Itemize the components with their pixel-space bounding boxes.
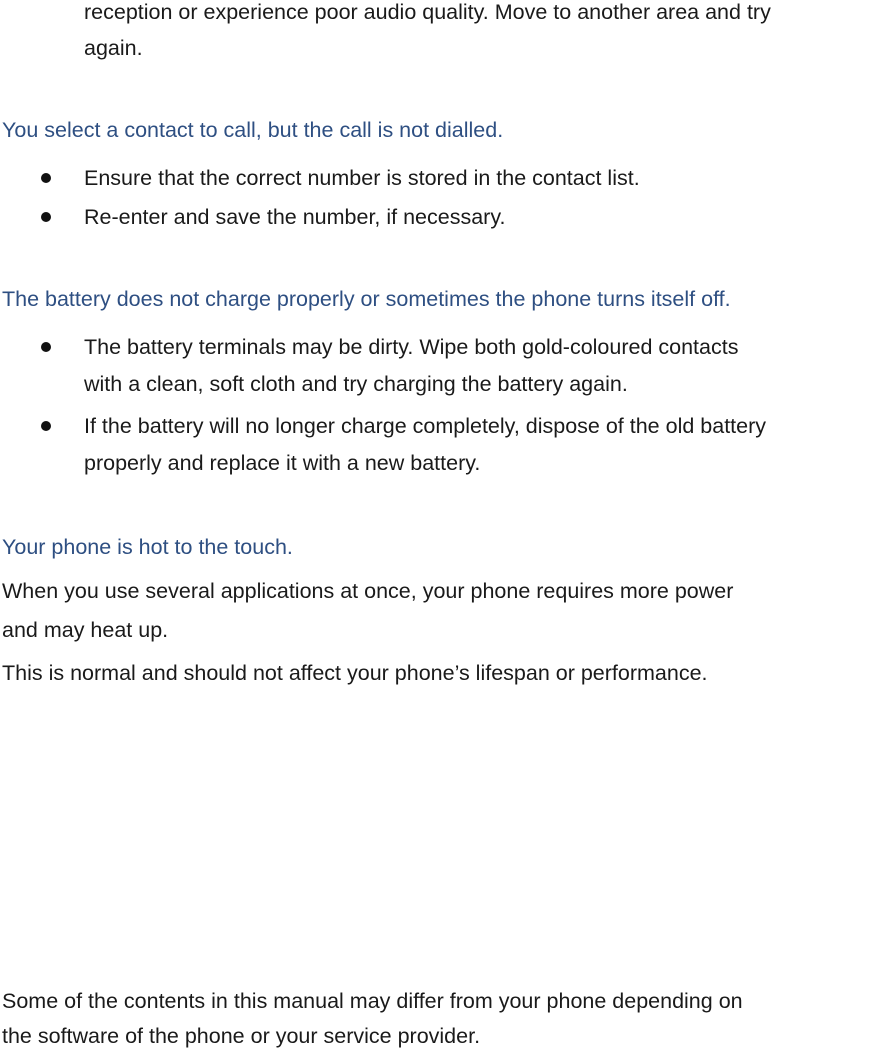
bullet-dot [41,342,51,352]
paragraph-line-1: When you use several applications at once, your phone requires more power [2,579,734,603]
intro-line-1: reception or experience poor audio quality. Move to another area and try [84,0,771,24]
section-heading-call-not-dialled: You select a contact to call, but the call is not dialled. [2,118,504,142]
bullet-item-line-1: The battery terminals may be dirty. Wipe both gold-coloured contacts [84,335,739,359]
paragraph-line-2: and may heat up. [2,618,169,642]
bullet-item-line-1: If the battery will no longer charge completely, dispose of the old battery [84,414,767,438]
bullet-item-line-2: properly and replace it with a new battery. [84,451,481,475]
bullet-dot [41,421,51,431]
footer-disclaimer-line-1: Some of the contents in this manual may differ from your phone depending on [2,989,743,1013]
footer-disclaimer-line-2: the software of the phone or your service provider. [2,1024,481,1048]
paragraph-line: This is normal and should not affect your phone’s lifespan or performance. [2,661,708,685]
intro-line-2: again. [84,36,143,60]
bullet-item: Re-enter and save the number, if necessary. [84,205,506,229]
bullet-item: Ensure that the correct number is stored in the contact list. [84,166,640,190]
section-heading-phone-hot: Your phone is hot to the touch. [2,535,293,559]
bullet-item-line-2: with a clean, soft cloth and try charging the battery again. [84,372,628,396]
bullet-dot [41,212,51,222]
section-heading-battery: The battery does not charge properly or sometimes the phone turns itself off. [2,287,731,311]
bullet-dot [41,173,51,183]
